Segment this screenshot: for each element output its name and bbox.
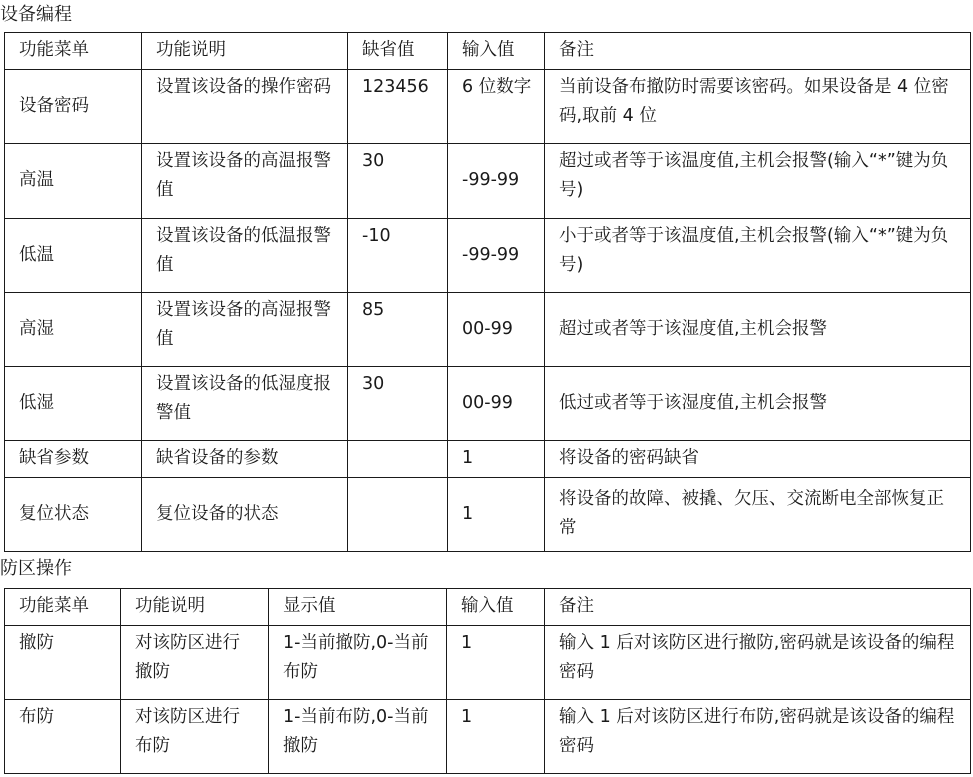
cell-remarks: 超过或者等于该湿度值,主机会报警 — [545, 293, 971, 367]
cell-remarks: 小于或者等于该温度值,主机会报警(输入“*”键为负号) — [545, 219, 971, 293]
cell-function-menu: 低温 — [5, 219, 142, 293]
cell-function-menu: 缺省参数 — [5, 441, 142, 478]
table-row — [5, 219, 971, 293]
zone-operation-table — [4, 588, 971, 774]
cell-input-value: -99-99 — [448, 144, 545, 219]
table-row — [5, 478, 971, 552]
column-header-display-value: 显示值 — [269, 589, 447, 626]
column-header-function-description: 功能说明 — [142, 33, 348, 70]
table-row — [5, 144, 971, 219]
cell-function-description: 设置该设备的高温报警值 — [142, 144, 348, 219]
cell-input-value: 00-99 — [448, 293, 545, 367]
cell-function-menu: 高湿 — [5, 293, 142, 367]
column-header-input-value: 输入值 — [447, 589, 545, 626]
cell-display-value: 1-当前布防,0-当前撤防 — [269, 700, 447, 774]
cell-remarks: 超过或者等于该温度值,主机会报警(输入“*”键为负号) — [545, 144, 971, 219]
cell-input-value: 1 — [448, 441, 545, 478]
cell-function-description: 设置该设备的高湿报警值 — [142, 293, 348, 367]
cell-default-value — [348, 478, 448, 552]
cell-remarks: 当前设备布撤防时需要该密码。如果设备是 4 位密码,取前 4 位 — [545, 70, 971, 144]
table-row — [5, 367, 971, 441]
column-header-function-description: 功能说明 — [121, 589, 269, 626]
table-header-row — [5, 33, 971, 70]
cell-default-value: 85 — [348, 293, 448, 367]
cell-function-description: 对该防区进行布防 — [121, 700, 269, 774]
cell-remarks: 输入 1 后对该防区进行撤防,密码就是该设备的编程密码 — [545, 626, 971, 700]
device-programming-table — [4, 32, 971, 552]
column-header-input-value: 输入值 — [448, 33, 545, 70]
table-row — [5, 626, 971, 700]
cell-remarks: 将设备的故障、被撬、欠压、交流断电全部恢复正常 — [545, 478, 971, 552]
cell-input-value: 1 — [447, 626, 545, 700]
column-header-remarks: 备注 — [545, 589, 971, 626]
cell-default-value: 123456 — [348, 70, 448, 144]
cell-function-description: 设置该设备的操作密码 — [142, 70, 348, 144]
cell-function-menu: 布防 — [5, 700, 121, 774]
cell-display-value: 1-当前撤防,0-当前布防 — [269, 626, 447, 700]
cell-input-value: -99-99 — [448, 219, 545, 293]
table-row — [5, 700, 971, 774]
cell-input-value: 00-99 — [448, 367, 545, 441]
cell-function-description: 复位设备的状态 — [142, 478, 348, 552]
column-header-function-menu: 功能菜单 — [5, 33, 142, 70]
cell-default-value: 30 — [348, 367, 448, 441]
cell-function-menu: 低湿 — [5, 367, 142, 441]
cell-remarks: 输入 1 后对该防区进行布防,密码就是该设备的编程密码 — [545, 700, 971, 774]
section-title-zone-operation: 防区操作 — [0, 558, 72, 579]
cell-input-value: 1 — [447, 700, 545, 774]
table-header-row — [5, 589, 971, 626]
table-row — [5, 441, 971, 478]
cell-function-description: 缺省设备的参数 — [142, 441, 348, 478]
cell-function-description: 设置该设备的低湿度报警值 — [142, 367, 348, 441]
cell-default-value: 30 — [348, 144, 448, 219]
table-row — [5, 293, 971, 367]
cell-function-description: 对该防区进行撤防 — [121, 626, 269, 700]
cell-remarks: 将设备的密码缺省 — [545, 441, 971, 478]
section-title-device-programming: 设备编程 — [0, 4, 72, 25]
cell-default-value: -10 — [348, 219, 448, 293]
column-header-default-value: 缺省值 — [348, 33, 448, 70]
cell-function-description: 设置该设备的低温报警值 — [142, 219, 348, 293]
cell-function-menu: 复位状态 — [5, 478, 142, 552]
cell-function-menu: 撤防 — [5, 626, 121, 700]
cell-function-menu: 设备密码 — [5, 70, 142, 144]
cell-function-menu: 高温 — [5, 144, 142, 219]
cell-remarks: 低过或者等于该湿度值,主机会报警 — [545, 367, 971, 441]
cell-input-value: 6 位数字 — [448, 70, 545, 144]
column-header-remarks: 备注 — [545, 33, 971, 70]
cell-input-value: 1 — [448, 478, 545, 552]
column-header-function-menu: 功能菜单 — [5, 589, 121, 626]
table-row — [5, 70, 971, 144]
cell-default-value — [348, 441, 448, 478]
